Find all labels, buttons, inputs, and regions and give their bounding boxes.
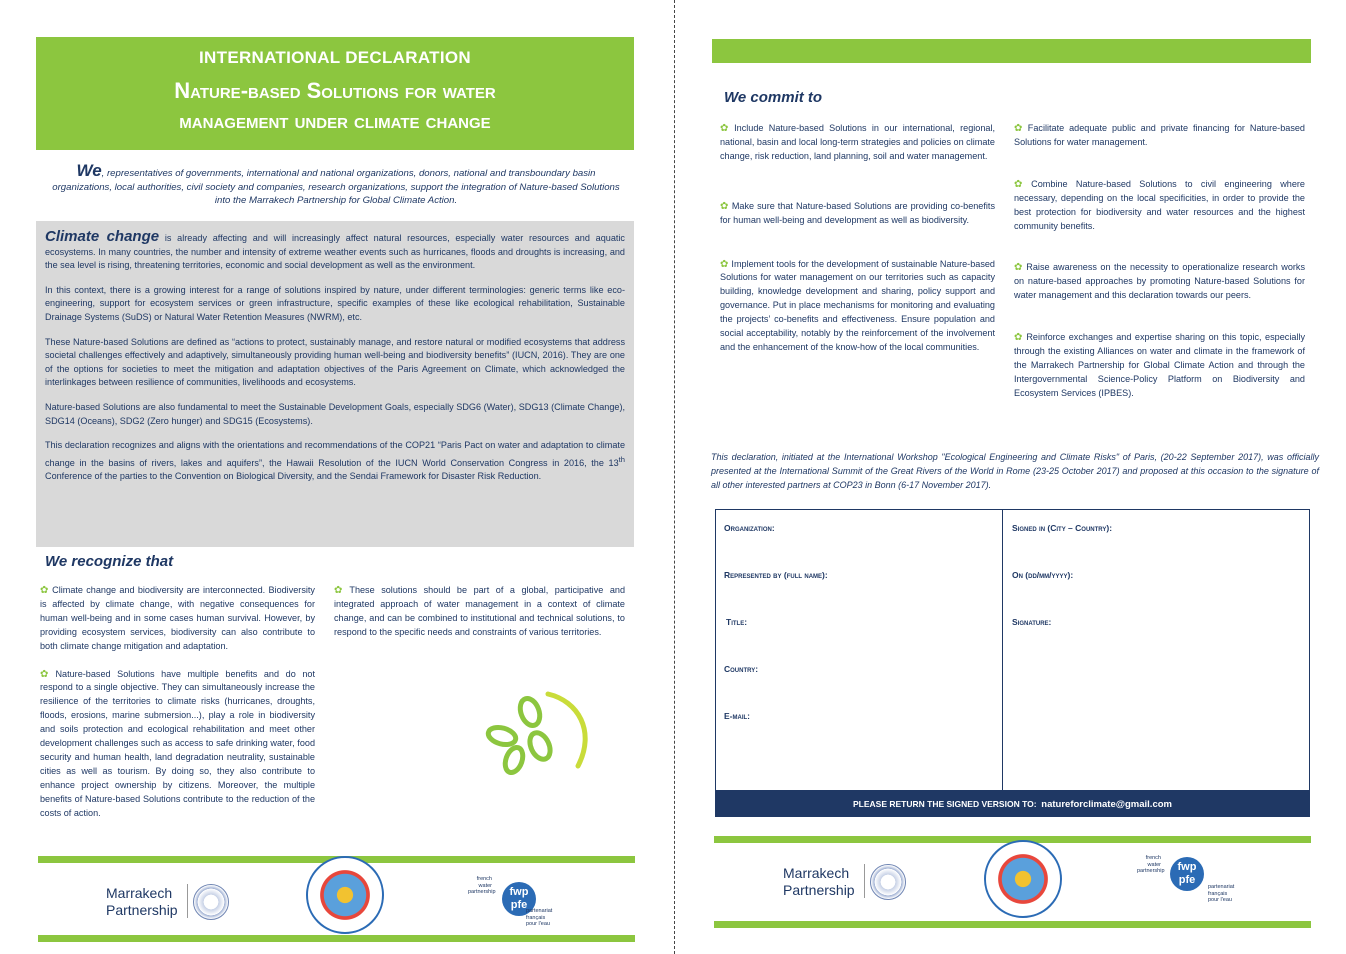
marrakech-logo-line2: Partnership xyxy=(783,882,855,898)
leaf-bullet-icon: ✿ xyxy=(1014,262,1024,274)
marrakech-logo-line1: Marrakech xyxy=(106,885,173,901)
fwp-small-text: french water partnership xyxy=(1137,855,1165,874)
intro-text: , representatives of governments, international and national organizations, donors, national and transboundary basin organizations, local authorities, civil society and companies, research organizations, support the integration of Nature-based Solutions into the Marrakech Partnership for Global Climate Action. xyxy=(52,168,620,206)
commit-item xyxy=(1014,122,1305,150)
marrakech-logo xyxy=(106,885,178,919)
gawac-logo-icon xyxy=(306,856,384,934)
context-p5-b: Conference of the parties to the Convention on Biological Diversity, and the Sendai Framework for Disaster Risk Reduction. xyxy=(45,471,542,482)
recognize-item xyxy=(40,668,315,821)
return-instructions xyxy=(715,791,1310,817)
leaf-bullet-icon: ✿ xyxy=(40,668,53,680)
fwp-mark1: fwp xyxy=(509,886,529,898)
represented-by-field[interactable]: Represented by (full name): xyxy=(724,570,828,580)
marrakech-logo-line1: Marrakech xyxy=(783,865,850,881)
recognize-title: We recognize that xyxy=(45,553,174,570)
fwp-logo-icon xyxy=(1170,857,1204,891)
declaration-header xyxy=(36,37,634,150)
context-p1 xyxy=(45,230,625,273)
commit-item-text: Include Nature-based Solutions in our international, regional, national, basin and local long-term strategies and policies on climate change, risk reduction, land planning, soil and water management. xyxy=(720,123,995,161)
recognize-item-text: These solutions should be part of a global, participative and integrated approach of water management in a context of climate change, and can be combined to institutional and technical solutions, to respond to the specific needs and constraints of various territories. xyxy=(334,585,625,637)
leaf-bullet-icon: ✿ xyxy=(40,585,50,596)
header-label: INTERNATIONAL DECLARATION xyxy=(199,48,471,67)
leaf-bullet-icon: ✿ xyxy=(720,123,732,134)
right-header-bar xyxy=(712,39,1311,63)
commit-item-text: Implement tools for the development of sustainable Nature-based Solutions for water management on our territories such as capacity building, knowledge development and sharing, policy support and governance. Put in place mechanisms for monitoring and evaluating the projects’ co-benefits and effectiveness. Ensure population and social acceptability, notably by the reinforcement of the involvement and the enhancement of the know-how of the local communities. xyxy=(720,258,995,352)
intro-lead: We xyxy=(76,161,102,180)
commit-col-right xyxy=(1014,122,1305,415)
country-field[interactable]: Country: xyxy=(724,664,759,674)
global-climate-action-seal-icon xyxy=(870,864,906,900)
header-title-line2: management under climate change xyxy=(179,108,491,133)
context-p5 xyxy=(45,439,625,484)
logo-separator xyxy=(187,884,188,918)
signature-field[interactable]: Signature: xyxy=(1012,617,1052,627)
recognize-col-left xyxy=(40,584,315,835)
footer-bar-bottom-left xyxy=(38,935,635,942)
recognize-col-right xyxy=(334,584,625,654)
recognize-item-text: Nature-based Solutions have multiple benefits and do not respond to a single objective. They can simultaneously increase the resilience of the territories to climate risks (hurricanes, droughts, floods, erosions, marine submersion...), play a role in biodiversity and soils protection and ecological rehabilitation and meet other development challenges such as access to safe drinking water, food security and human health, land degradation neutrality, sustainable cities as well as tourism. By doing so, they also contribute to enhance project ownership by citizens. Moreover, the multiple benefits of Nature-based Solutions contribute to the reduction of the costs of action. xyxy=(40,668,315,818)
commit-item xyxy=(1014,331,1305,401)
leaf-bullet-icon: ✿ xyxy=(334,585,347,596)
footer-bar-bottom-right xyxy=(714,921,1311,928)
organization-field[interactable]: Organization: xyxy=(724,523,775,533)
leaf-bullet-icon: ✿ xyxy=(720,258,729,270)
signature-form xyxy=(715,509,1310,791)
intro-paragraph xyxy=(48,161,624,208)
leaf-bullet-icon: ✿ xyxy=(1014,123,1025,134)
return-email-link[interactable]: natureforclimate@gmail.com xyxy=(1041,799,1172,810)
commit-col-left xyxy=(720,122,995,369)
commit-item-text: Reinforce exchanges and expertise sharing on this topic, especially through the existing Alliances on water and climate in the framework of the Marrakech Partnership for Global Climate Action and through the Intergovernmental Science-Policy Platform on Biodiversity and Ecosystem Services (IPBES). xyxy=(1014,332,1305,398)
commit-item xyxy=(720,258,995,355)
fwp-mark1: fwp xyxy=(1177,861,1197,873)
context-box xyxy=(36,221,634,547)
commit-item xyxy=(1014,178,1305,234)
marrakech-logo-line2: Partnership xyxy=(106,902,178,918)
context-p4: Nature-based Solutions are also fundamental to meet the Sustainable Development Goals, especially SDG6 (Water), SDG13 (Climate Change), SDG14 (Oceans), SDG2 (Zero hunger) and SDG15 (Ecosystems). xyxy=(45,401,625,426)
leaf-bullet-icon: ✿ xyxy=(1014,178,1029,190)
context-p3: These Nature-based Solutions are defined as “actions to protect, sustainably manage, and restore natural or modified ecosystems that address societal challenges effectively and adaptively, simultaneously providing human well-being and biodiversity benefits” (IUCN, 2016). They are one of the options for societies to meet the mitigation and adaptation objectives of the Paris Agreement on Climate, which acknowledged the interlinkages between resilience of communities, livelihoods and ecosystems. xyxy=(45,336,625,388)
context-lead: Climate change xyxy=(45,228,160,245)
commit-item xyxy=(720,122,995,164)
page-divider xyxy=(674,0,675,954)
commit-item xyxy=(720,200,995,228)
commit-item xyxy=(1014,261,1305,303)
signed-in-field[interactable]: Signed in (City – Country): xyxy=(1012,523,1113,533)
commit-item-text: Raise awareness on the necessity to operationalize research works on nature-based approaches by promoting Nature-based Solutions for water management and this declaration towards our peers. xyxy=(1014,262,1305,301)
email-field[interactable]: E-mail: xyxy=(724,711,750,721)
fwp-small-text: french water partnership xyxy=(468,876,496,895)
context-p1-text: is already affecting and will increasingly affect natural resources, especially water resources and aquatic ecosystems. In many countries, the number and intensity of extreme weather events such as hurricanes, floods and droughts is increasing, and the sea level is rising, threatening territories, economic and social development as well as the environment. xyxy=(45,233,625,271)
header-title xyxy=(36,76,634,136)
gawac-logo-icon xyxy=(984,840,1062,918)
return-label: PLEASE RETURN THE SIGNED VERSION TO: xyxy=(853,799,1037,809)
recognize-item xyxy=(40,584,315,654)
leaf-bullet-icon: ✿ xyxy=(1014,332,1024,344)
context-p5-sup: th xyxy=(618,454,625,464)
header-title-line1: Nature-based Solutions for water xyxy=(174,78,496,103)
pfe-small-text: partenariat français pour l'eau xyxy=(1208,884,1235,903)
fwp-mark2: pfe xyxy=(510,899,528,911)
commit-item-text: Combine Nature-based Solutions to civil engineering where necessary, depending on the local specificities, in order to provide the best protection for biodiversity and water resources and the highest community benefits. xyxy=(1014,178,1305,231)
form-divider xyxy=(1002,510,1003,790)
commit-item-text: Facilitate adequate public and private financing for Nature-based Solutions for water management. xyxy=(1014,123,1305,147)
context-p2: In this context, there is a growing interest for a range of solutions inspired by nature, under different terminologies: generic terms like eco-engineering, support for ecosystem services or green infrastructure, specific examples of these like ecological rehabilitation, Sustainable Drainage Systems (SuDS) or Natural Water Retention Measures (NWRM), etc. xyxy=(45,284,625,322)
logo-separator xyxy=(864,864,865,898)
marrakech-logo xyxy=(783,865,855,899)
commit-title: We commit to xyxy=(724,89,823,106)
context-p5-a: This declaration recognizes and aligns with the orientations and recommendations of the COP21 “Paris Pact on water and adaptation to climate change in the basins of rivers, lakes and aquifers”, the Hawaii Resolution of the IUCN World Conservation Congress in 2016, the 13 xyxy=(45,440,625,468)
declaration-note: This declaration, initiated at the International Workshop "Ecological Engineering and Climate Risks" of Paris, (20-22 September 2017), was officially presented at the International Summit of the Great Rivers of the World in Rome (23-25 October 2017) and proposed at this occasion to the signature of all other interested partners at COP23 in Bonn (6-17 November 2017). xyxy=(711,452,1319,490)
fwp-mark2: pfe xyxy=(1178,874,1196,886)
pfe-small-text: partenariat français pour l'eau xyxy=(526,908,553,927)
commit-item-text: Make sure that Nature-based Solutions are providing co-benefits for human well-being and development as well as biodiversity. xyxy=(720,200,995,225)
global-climate-action-seal-icon xyxy=(193,884,229,920)
recognize-item xyxy=(334,584,625,640)
date-field[interactable]: On (dd/mm/yyyy): xyxy=(1012,570,1074,580)
leaf-bullet-icon: ✿ xyxy=(720,200,729,212)
nbs-flower-icon xyxy=(478,686,598,786)
recognize-item-text: Climate change and biodiversity are interconnected. Biodiversity is affected by climate change, with negative consequences for human well-being and in some cases human survival. However, by providing ecosystem services, biodiversity can also contribute to both climate change mitigation and adaptation. xyxy=(40,585,315,651)
title-field[interactable]: Title: xyxy=(726,617,748,627)
